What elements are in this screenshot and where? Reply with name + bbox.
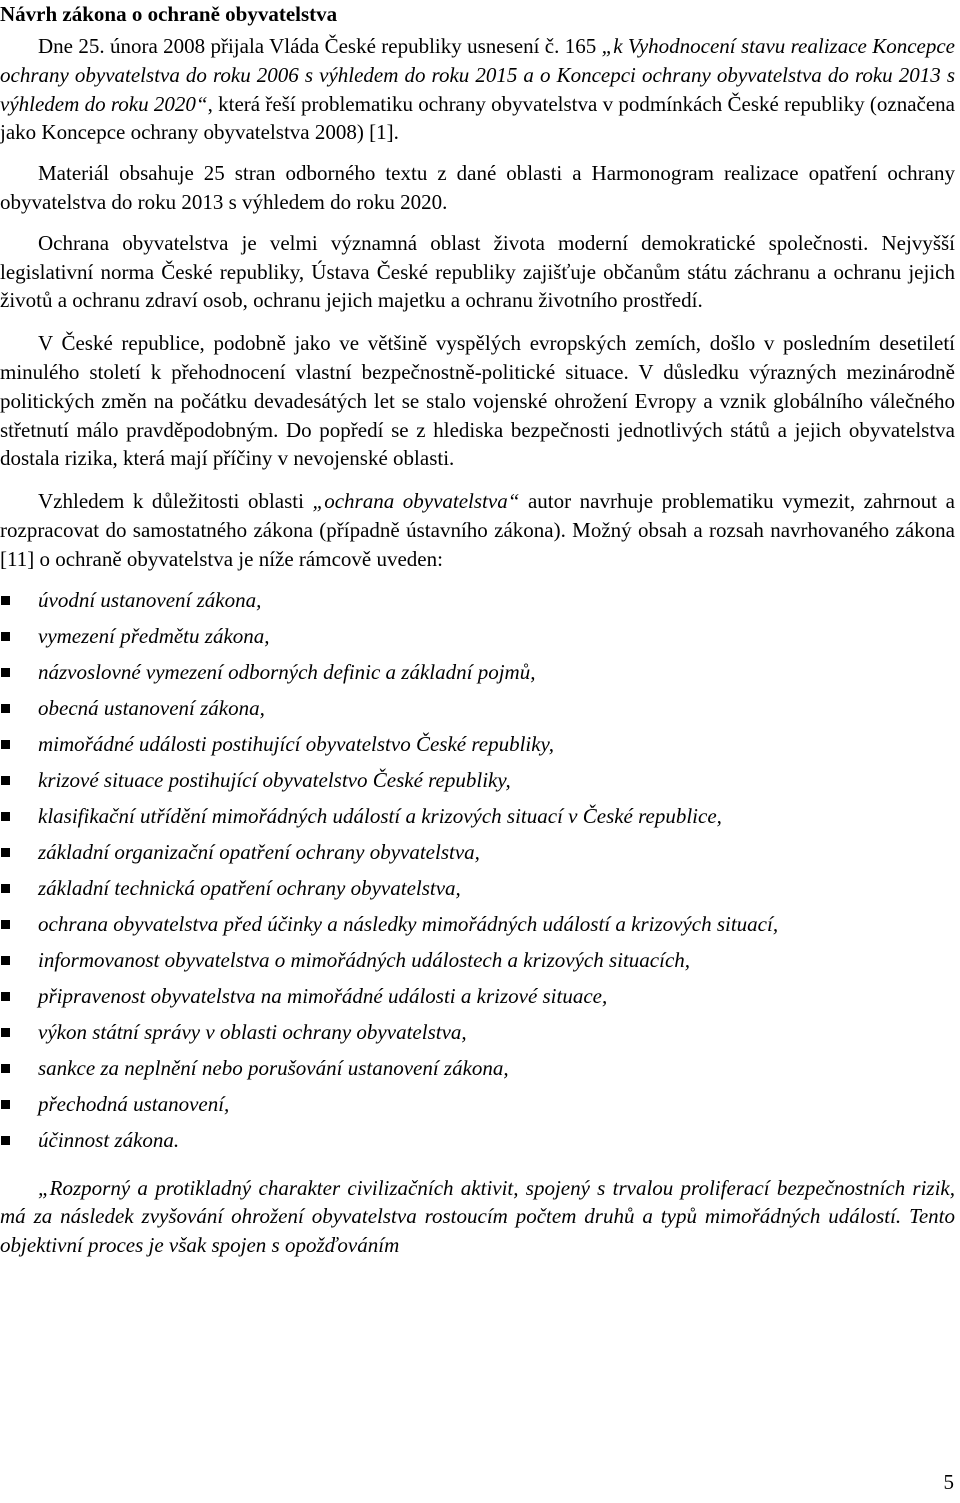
list-item xyxy=(0,690,955,726)
list-item-text: ochrana obyvatelstva před účinky a následky mimořádných událostí a krizových situací, xyxy=(38,911,779,936)
list-item xyxy=(0,582,955,618)
list-item-text: výkon státní správy v oblasti ochrany obyvatelstva, xyxy=(38,1019,467,1044)
list-item xyxy=(0,942,955,978)
list-item xyxy=(0,762,955,798)
paragraph-2: Materiál obsahuje 25 stran odborného textu z dané oblasti a Harmonogram realizace opatření ochrany obyvatelstva do roku 2013 s výhledem do roku 2020. xyxy=(0,161,955,214)
paragraph-1 xyxy=(0,32,955,147)
list-item-text: připravenost obyvatelstva na mimořádné události a krizové situace, xyxy=(38,983,608,1008)
list-item xyxy=(0,834,955,870)
document-title: Návrh zákona o ochraně obyvatelstva xyxy=(0,2,338,26)
list-item xyxy=(0,870,955,906)
list-item xyxy=(0,798,955,834)
square-bullet-icon xyxy=(1,920,10,929)
list-item-text: mimořádné události postihující obyvatelstvo České republiky, xyxy=(38,731,554,756)
square-bullet-icon xyxy=(1,1064,10,1073)
list-item-text: názvoslovné vymezení odborných definic a základní pojmů, xyxy=(38,659,536,684)
paragraph-1-rest: , která řeší problematiku ochrany obyvatelstva v podmínkách České republiky (označena jako Koncepce ochrany obyvatelstva 2008) [1]. xyxy=(0,91,955,145)
quote-paragraph: „Rozporný a protikladný charakter civilizačních aktivit, spojený s trvalou proliferací bezpečnostních rizik, má za následek zvyšování ohrožení obyvatelstva rostoucím počtem druhů a typů mimořádných událostí. Tento objektivní proces je však spojen s opožďováním xyxy=(0,1175,955,1258)
square-bullet-icon xyxy=(1,704,10,713)
page-number: 5 xyxy=(943,1470,954,1494)
square-bullet-icon xyxy=(1,848,10,857)
square-bullet-icon xyxy=(1,776,10,785)
square-bullet-icon xyxy=(1,632,10,641)
square-bullet-icon xyxy=(1,1100,10,1109)
list-item-text: informovanost obyvatelstva o mimořádných událostech a krizových situacích, xyxy=(38,947,691,972)
list-item-text: krizové situace postihující obyvatelstvo České republiky, xyxy=(38,767,511,792)
square-bullet-icon xyxy=(1,1136,10,1145)
document-content xyxy=(0,2,955,1260)
square-bullet-icon xyxy=(1,956,10,965)
paragraph-4: V České republice, podobně jako ve většině vyspělých evropských zemích, došlo v posledním desetiletí minulého století k přehodnocení vlastní bezpečnostně-politické situace. V důsledku výrazných mezinárodně politických změn na počátku devadesátých let se stalo vojenské ohrožení Evropy a vznik globálního válečného střetnutí málo pravděpodobným. Do popředí se z hlediska bezpečnosti jednotlivých států a jejich obyvatelstva dostala rizika, která mají příčiny v nevojenské oblasti. xyxy=(0,331,955,471)
paragraph-3: Ochrana obyvatelstva je velmi významná oblast života moderní demokratické společnosti. Nejvyšší legislativní norma České republiky, Ústava České republiky zajišťuje občanům státu záchranu a ochranu jejich životů a ochranu zdraví osob, ochranu jejich majetku a ochranu životního prostředí. xyxy=(0,230,955,313)
list-item-text: základní organizační opatření ochrany obyvatelstva, xyxy=(38,839,480,864)
square-bullet-icon xyxy=(1,812,10,821)
square-bullet-icon xyxy=(1,596,10,605)
list-item xyxy=(0,618,955,654)
list-item-text: úvodní ustanovení zákona, xyxy=(38,587,262,612)
list-item xyxy=(0,654,955,690)
list-item xyxy=(0,1014,955,1050)
square-bullet-icon xyxy=(1,740,10,749)
list-item-text: klasifikační utřídění mimořádných událostí a krizových situací v České republice, xyxy=(38,803,722,828)
paragraph-1-text: Dne 25. února 2008 přijala Vláda České republiky usnesení č. 165 xyxy=(38,34,602,58)
list-item xyxy=(0,978,955,1014)
list-item-text: obecná ustanovení zákona, xyxy=(38,695,265,720)
resolution-title: „k Vyhodnocení stavu realizace Koncepce ochrany obyvatelstva do roku 2006 s výhledem do roku 2015 a o Koncepci ochrany obyvatelstva do roku 2013 s výhledem do roku 2020“ xyxy=(0,34,955,116)
square-bullet-icon xyxy=(1,992,10,1001)
paragraph-5 xyxy=(0,487,955,573)
list-item-text: sankce za neplnění nebo porušování ustanovení zákona, xyxy=(38,1055,509,1080)
list-item-text: vymezení předmětu zákona, xyxy=(38,623,270,648)
list-item-text: přechodná ustanovení, xyxy=(38,1091,230,1116)
paragraph-5-rest: autor navrhuje problematiku vymezit, zahrnout a rozpracovat do samostatného zákona (případně ústavního zákona). Možný obsah a rozsah navrhovaného zákona [11] o ochraně obyvatelstva je níže rámcově uveden: xyxy=(0,489,956,571)
square-bullet-icon xyxy=(1,1028,10,1037)
square-bullet-icon xyxy=(1,668,10,677)
emphasized-term: „ochrana obyvatelstva“ xyxy=(312,489,520,514)
list-item xyxy=(0,1050,955,1086)
list-item xyxy=(0,726,955,762)
square-bullet-icon xyxy=(1,884,10,893)
list-item xyxy=(0,1086,955,1122)
list-item xyxy=(0,906,955,942)
list-item-text: základní technická opatření ochrany obyvatelstva, xyxy=(38,875,461,900)
list-item-text: účinnost zákona. xyxy=(38,1127,180,1152)
paragraph-5-text: Vzhledem k důležitosti oblasti xyxy=(38,489,313,514)
list-item xyxy=(0,1122,955,1158)
law-contents-list xyxy=(0,582,955,1158)
